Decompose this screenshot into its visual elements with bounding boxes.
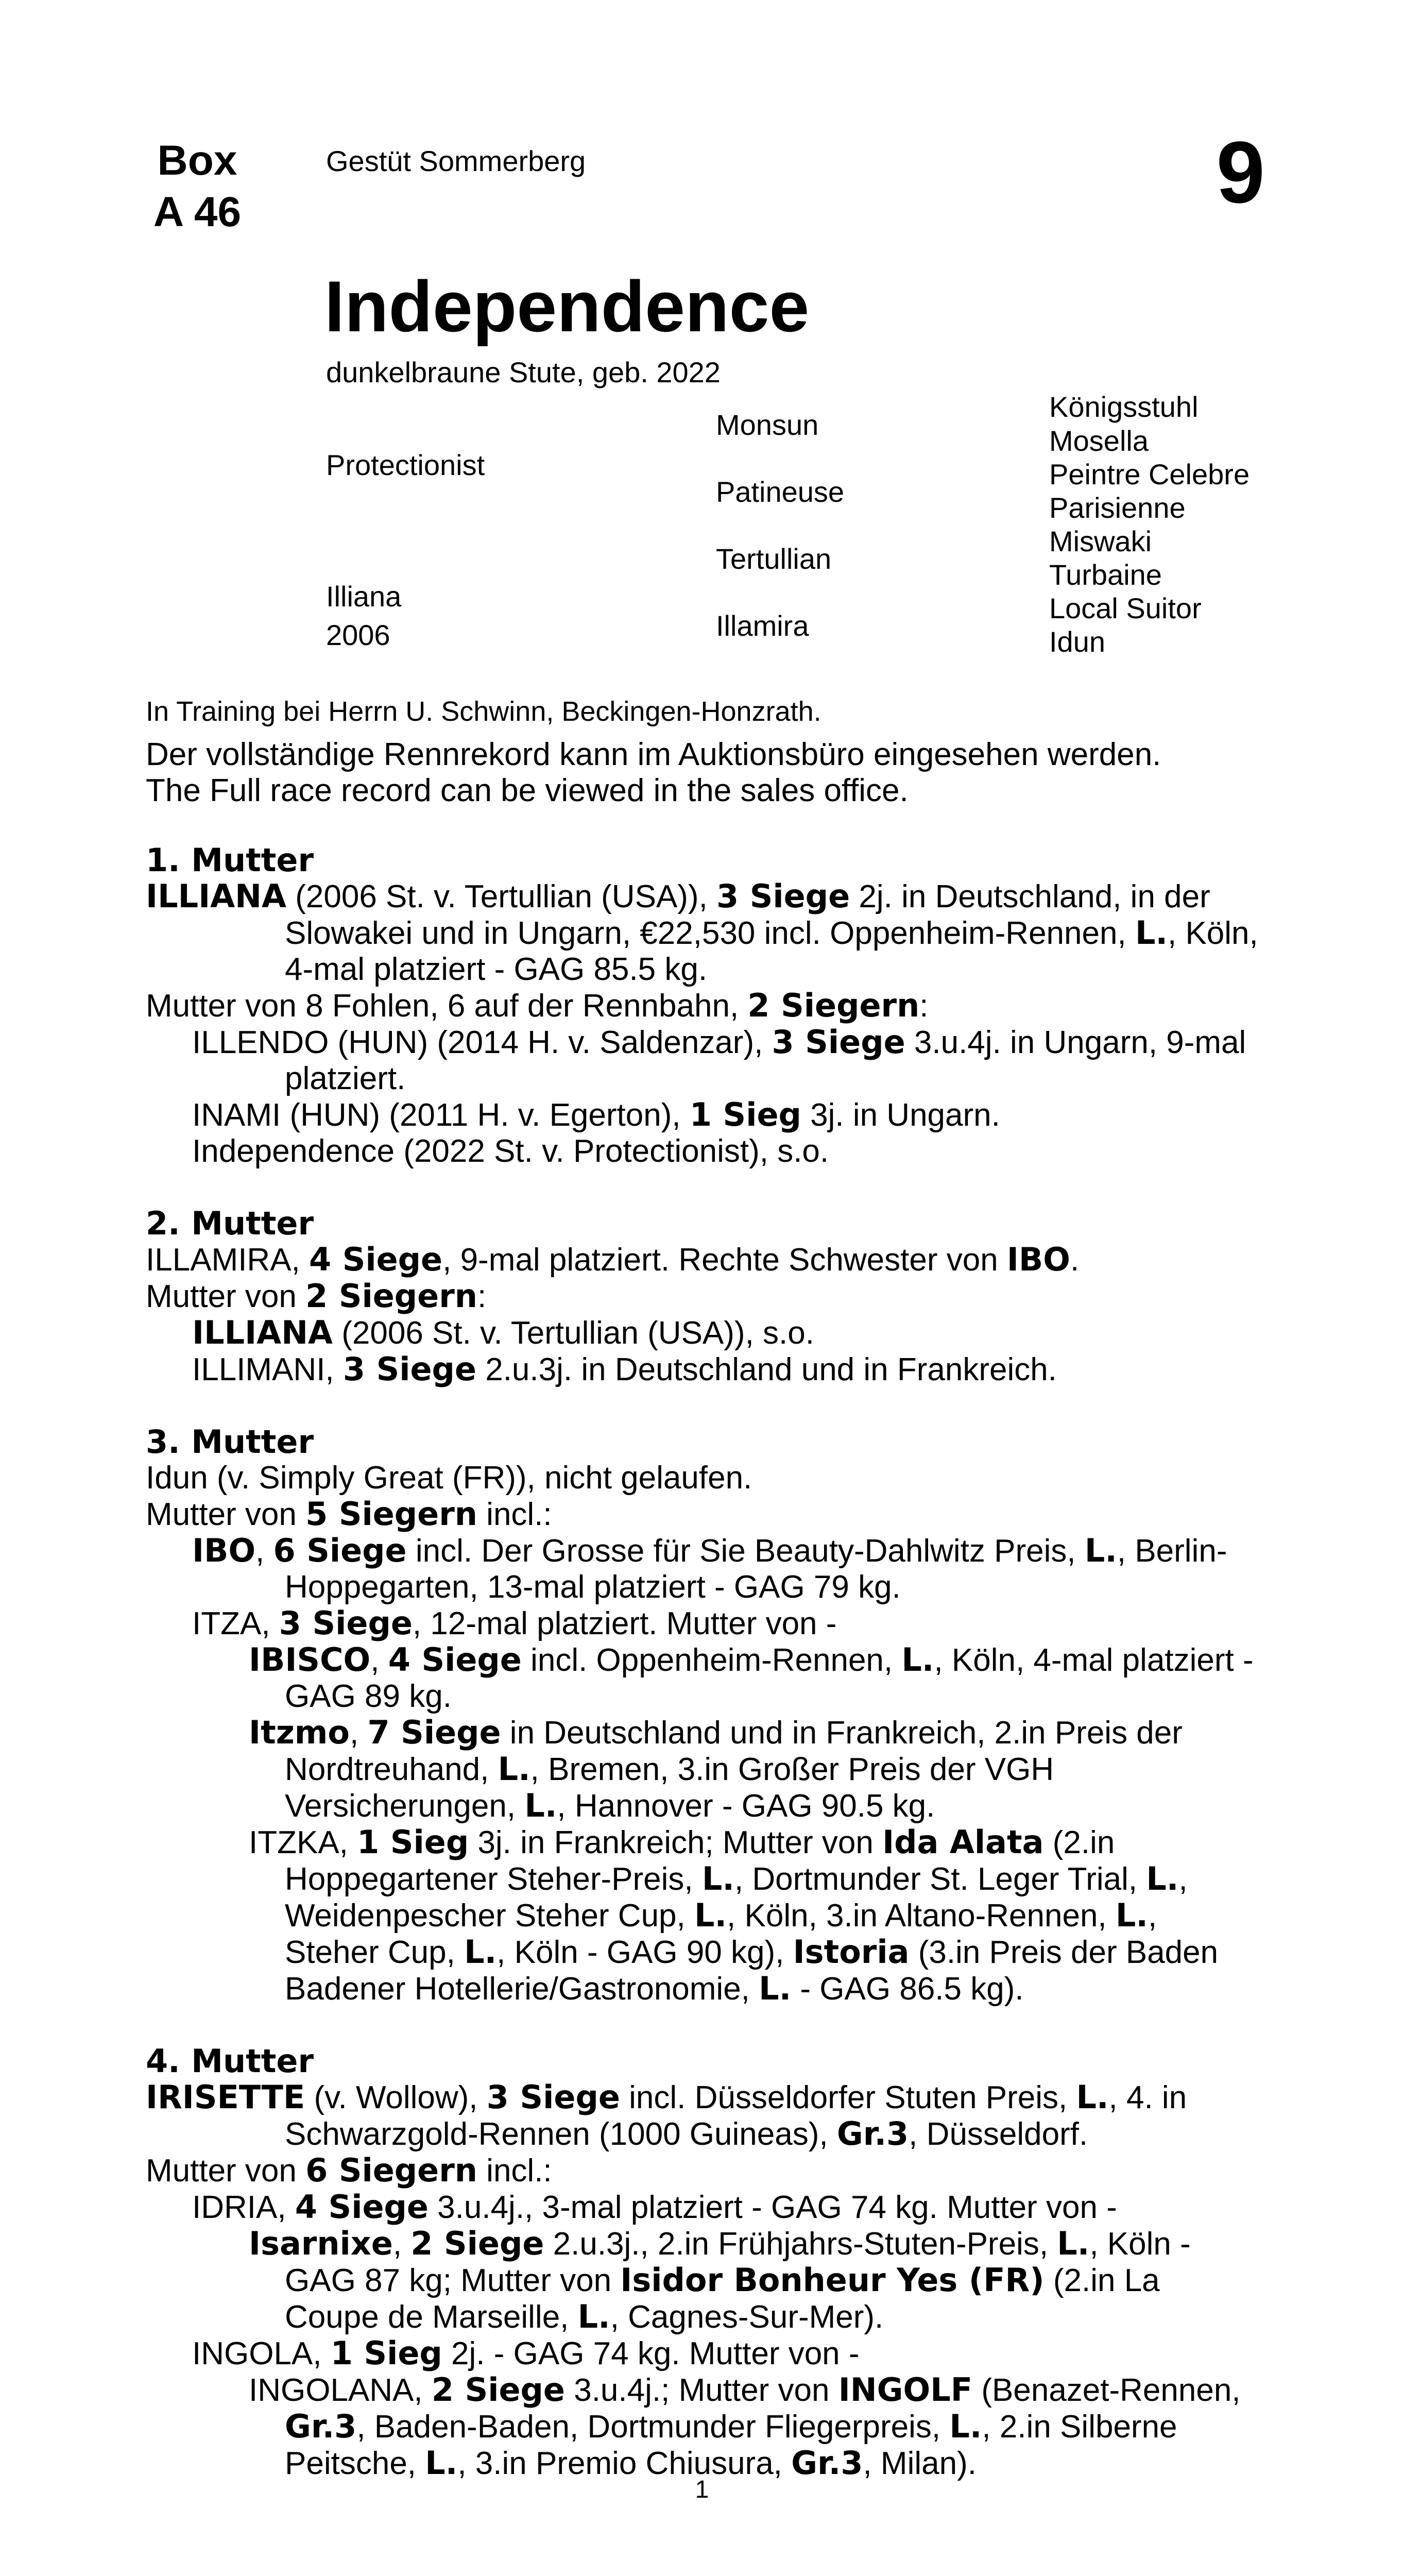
- bold-run: Gr.3: [836, 2115, 909, 2153]
- text-run: INGOLANA,: [249, 2372, 432, 2408]
- text-run: .: [1070, 1242, 1080, 1278]
- text-run: incl.:: [477, 2153, 552, 2189]
- family-entry: [146, 1605, 1258, 1642]
- lot-number: 9: [1216, 124, 1265, 222]
- bold-run: 3 Siege: [343, 1350, 476, 1388]
- family-entry: [146, 1133, 1258, 1170]
- box-label-text: Box: [157, 137, 237, 184]
- text-run: , Weidenpescher Steher Cup,: [285, 1861, 1188, 1934]
- text-run: ILLENDO (HUN) (2014 H. v. Saldenzar),: [192, 1025, 772, 1060]
- family-entry: [146, 988, 1258, 1024]
- bold-run: L.: [1115, 1896, 1148, 1934]
- pedigree-gen3-3: Peintre Celebre: [1049, 458, 1250, 490]
- bold-run: 4 Siege: [295, 2188, 429, 2226]
- text-run: ITZKA,: [249, 1825, 357, 1860]
- bold-run: Isarnixe: [249, 2225, 393, 2262]
- family-entry: [146, 1315, 1258, 1351]
- bold-run: 2 Siege: [431, 2371, 565, 2409]
- text-run: ILLAMIRA,: [146, 1242, 309, 1278]
- text-run: , Köln, 4-mal platziert - GAG 89 kg.: [285, 1642, 1254, 1714]
- text-run: 3.u.4j.; Mutter von: [565, 2372, 838, 2408]
- text-run: (2006 St. v. Tertullian (USA)), s.o.: [333, 1315, 814, 1351]
- section-heading: 3. Mutter: [146, 1423, 314, 1461]
- bold-run: 3 Siege: [716, 877, 850, 915]
- bold-run: IBO: [192, 1532, 256, 1569]
- text-run: Independence (2022 St. v. Protectionist), s.o.: [192, 1133, 829, 1169]
- bold-run: IRISETTE: [146, 2078, 305, 2116]
- text-run: , Hannover - GAG 90.5 kg.: [557, 1788, 935, 1824]
- text-run: IDRIA,: [192, 2190, 295, 2225]
- breeder-name: Gestüt Sommerberg: [326, 145, 586, 177]
- text-run: 2.u.3j. in Deutschland und in Frankreich.: [476, 1352, 1057, 1387]
- text-run: , Steher Cup,: [285, 1898, 1157, 1970]
- family-entry: [146, 878, 1258, 988]
- text-run: , 9-mal platziert. Rechte Schwester von: [442, 1242, 1007, 1278]
- horse-description: dunkelbraune Stute, geb. 2022: [326, 356, 721, 388]
- text-run: 3.u.4j. in Ungarn, 9-mal platziert.: [285, 1025, 1246, 1096]
- bold-run: 3 Siege: [486, 2078, 620, 2116]
- text-run: , Bremen, 3.in Großer Preis der VGH Versicherungen,: [285, 1752, 1054, 1824]
- text-run: (Benazet-Rennen,: [972, 2372, 1241, 2408]
- text-run: in Deutschland und in Frankreich, 2.in Preis der Nordtreuhand,: [285, 1715, 1183, 1787]
- text-run: INAMI (HUN) (2011 H. v. Egerton),: [192, 1097, 690, 1133]
- bold-run: L.: [901, 1641, 934, 1679]
- bold-run: L.: [759, 1970, 792, 2007]
- pedigree-gen2-1: Monsun: [716, 409, 819, 441]
- text-run: , Baden-Baden, Dortmunder Fliegerpreis,: [356, 2409, 950, 2445]
- text-run: , Köln, 3.in Altano-Rennen,: [727, 1898, 1116, 1934]
- text-run: Mutter von: [146, 1279, 306, 1314]
- bold-run: ILLIANA: [146, 877, 287, 915]
- bold-run: L.: [577, 2298, 610, 2335]
- bold-run: Isidor Bonheur Yes (FR): [620, 2261, 1045, 2299]
- pedigree-gen2-3: Tertullian: [716, 543, 832, 575]
- family-entry: [146, 1715, 1258, 1824]
- bold-run: L.: [694, 1896, 727, 1934]
- text-run: ,: [350, 1715, 368, 1751]
- text-run: incl. Oppenheim-Rennen,: [521, 1642, 902, 1678]
- text-run: , Köln, 4-mal platziert - GAG 85.5 kg.: [285, 916, 1258, 987]
- record-note-de: Der vollständige Rennrekord kann im Auktionsbüro eingesehen werden.: [146, 737, 1161, 772]
- family-entry: [146, 2153, 1258, 2189]
- text-run: 3j. in Ungarn.: [801, 1097, 1000, 1133]
- text-run: incl. Der Grosse für Sie Beauty-Dahlwitz Preis,: [406, 1533, 1085, 1569]
- bold-run: 3 Siege: [279, 1604, 413, 1642]
- text-run: (2.in La Coupe de Marseille,: [285, 2263, 1160, 2335]
- family-entry: [146, 2079, 1258, 2153]
- bold-run: 7 Siege: [367, 1714, 501, 1751]
- bold-run: IBISCO: [249, 1641, 371, 1679]
- bold-run: ILLIANA: [192, 1314, 333, 1351]
- text-run: incl. Düsseldorfer Stuten Preis,: [620, 2080, 1076, 2115]
- box-label: [146, 135, 249, 238]
- bold-run: L.: [1084, 1532, 1117, 1569]
- bold-run: 2 Siegern: [747, 987, 920, 1024]
- bold-run: Istoria: [793, 1933, 910, 1971]
- text-run: , Cagnes-Sur-Mer).: [610, 2299, 884, 2335]
- text-run: ITZA,: [192, 1606, 279, 1641]
- text-run: Mutter von: [146, 1497, 306, 1532]
- text-run: 3j. in Frankreich; Mutter von: [469, 1825, 883, 1860]
- bold-run: Gr.3: [791, 2444, 863, 2482]
- text-run: , 12-mal platziert. Mutter von -: [412, 1606, 837, 1641]
- bold-run: 6 Siege: [273, 1532, 407, 1569]
- text-run: ,: [255, 1533, 273, 1569]
- bold-run: L.: [949, 2408, 982, 2445]
- bold-run: L.: [498, 1750, 530, 1788]
- pedigree-gen3-7: Local Suitor: [1049, 592, 1202, 624]
- section-heading: 2. Mutter: [146, 1205, 314, 1242]
- pedigree-gen3-5: Miswaki: [1049, 525, 1152, 557]
- text-run: 2j. - GAG 74 kg. Mutter von -: [442, 2336, 860, 2371]
- bold-run: INGOLF: [838, 2371, 973, 2409]
- bold-run: 1 Sieg: [330, 2334, 442, 2372]
- pedigree-gen3-8: Idun: [1049, 625, 1105, 658]
- text-run: ,: [370, 1642, 388, 1678]
- bold-run: 6 Siegern: [305, 2151, 477, 2189]
- text-run: Mutter von 8 Fohlen, 6 auf der Rennbahn,: [146, 988, 748, 1024]
- text-run: Mutter von: [146, 2153, 306, 2189]
- family-entry: [146, 1533, 1258, 1605]
- text-run: Idun (v. Simply Great (FR)), nicht gelaufen.: [146, 1460, 752, 1496]
- text-run: (3.in Preis der Baden Badener Hotellerie/Gastronomie,: [285, 1935, 1219, 2007]
- bold-run: 1 Sieg: [689, 1096, 801, 1133]
- pedigree-gen3-6: Turbaine: [1049, 558, 1162, 591]
- text-run: 3.u.4j., 3-mal platziert - GAG 74 kg. Mutter von -: [428, 2190, 1117, 2225]
- family-entry: [146, 1642, 1258, 1715]
- bold-run: 2 Siegern: [305, 1277, 477, 1315]
- text-run: , Milan).: [863, 2446, 977, 2481]
- page-number: 1: [695, 2476, 709, 2503]
- text-run: , 2.in Silberne Peitsche,: [285, 2409, 1177, 2481]
- pedigree-gen2-2: Patineuse: [716, 476, 845, 508]
- text-run: , Dortmunder St. Leger Trial,: [734, 1861, 1146, 1897]
- family-entry: [146, 2335, 1258, 2372]
- family-entry: [146, 2226, 1258, 2335]
- female-family: [146, 842, 1258, 2482]
- bold-run: 5 Siegern: [305, 1495, 477, 1533]
- text-run: 2.u.3j., 2.in Frühjahrs-Stuten-Preis,: [544, 2226, 1057, 2262]
- box-number: A 46: [153, 189, 242, 235]
- text-run: :: [919, 988, 929, 1024]
- bold-run: 1 Sieg: [357, 1823, 469, 1861]
- family-entry: [146, 1824, 1258, 2007]
- bold-run: Ida Alata: [882, 1823, 1044, 1861]
- bold-run: L.: [1135, 914, 1168, 952]
- pedigree-gen3-1: Königsstuhl: [1049, 391, 1198, 423]
- pedigree-dam: Illiana: [326, 580, 402, 613]
- bold-run: Gr.3: [285, 2408, 357, 2445]
- bold-run: Itzmo: [249, 1714, 350, 1751]
- text-run: INGOLA,: [192, 2336, 331, 2371]
- bold-run: 3 Siege: [772, 1023, 905, 1061]
- bold-run: L.: [701, 1860, 734, 1897]
- bold-run: L.: [1057, 2225, 1090, 2262]
- text-run: incl.:: [477, 1497, 552, 1532]
- family-entry: [146, 1351, 1258, 1388]
- training-info: In Training bei Herrn U. Schwinn, Beckingen-Honzrath.: [146, 696, 821, 727]
- bold-run: L.: [1146, 1860, 1179, 1897]
- family-entry: [146, 1242, 1258, 1278]
- family-entry: [146, 2189, 1258, 2226]
- bold-run: L.: [425, 2444, 458, 2482]
- family-entry: [146, 1024, 1258, 1097]
- record-note: [146, 737, 1161, 809]
- bold-run: L.: [1076, 2078, 1109, 2116]
- text-run: , Köln - GAG 87 kg; Mutter von: [285, 2226, 1191, 2298]
- text-run: ,: [392, 2226, 411, 2262]
- bold-run: L.: [464, 1933, 497, 1971]
- pedigree-sire: Protectionist: [326, 449, 485, 481]
- family-entry: [146, 2372, 1258, 2482]
- text-run: , Düsseldorf.: [909, 2116, 1088, 2152]
- horse-name: Independence: [324, 266, 810, 347]
- text-run: 2j. in Deutschland, in der Slowakei und in Ungarn, €22,530 incl. Oppenheim-Rennen,: [285, 879, 1210, 951]
- text-run: (2006 St. v. Tertullian (USA)),: [286, 879, 717, 914]
- pedigree-gen3-4: Parisienne: [1049, 492, 1186, 524]
- text-run: , Berlin-Hoppegarten, 13-mal platziert - GAG 79 kg.: [285, 1533, 1227, 1605]
- bold-run: L.: [524, 1787, 557, 1824]
- pedigree-gen2-4: Illamira: [716, 609, 809, 642]
- family-entry: [146, 1496, 1258, 1533]
- family-entry: [146, 1097, 1258, 1133]
- text-run: - GAG 86.5 kg).: [791, 1971, 1024, 2007]
- pedigree-gen3-2: Mosella: [1049, 425, 1149, 457]
- pedigree-dam-year: 2006: [326, 619, 390, 651]
- text-run: , 3.in Premio Chiusura,: [457, 2446, 792, 2481]
- section-heading: 1. Mutter: [146, 841, 314, 879]
- text-run: (v. Wollow),: [305, 2080, 487, 2115]
- text-run: (2.in Hoppegartener Steher-Preis,: [285, 1825, 1115, 1897]
- bold-run: 4 Siege: [309, 1241, 443, 1278]
- family-entry: [146, 1278, 1258, 1315]
- record-note-en: The Full race record can be viewed in the sales office.: [146, 773, 909, 808]
- bold-run: 2 Siege: [410, 2225, 544, 2262]
- text-run: , 4. in Schwarzgold-Rennen (1000 Guineas),: [285, 2080, 1187, 2152]
- family-entry: [146, 1460, 1258, 1496]
- bold-run: 4 Siege: [388, 1641, 522, 1679]
- text-run: :: [477, 1279, 487, 1314]
- section-heading: 4. Mutter: [146, 2042, 314, 2080]
- bold-run: IBO: [1006, 1241, 1070, 1278]
- text-run: ILLIMANI,: [192, 1352, 343, 1387]
- text-run: , Köln - GAG 90 kg),: [496, 1935, 793, 1970]
